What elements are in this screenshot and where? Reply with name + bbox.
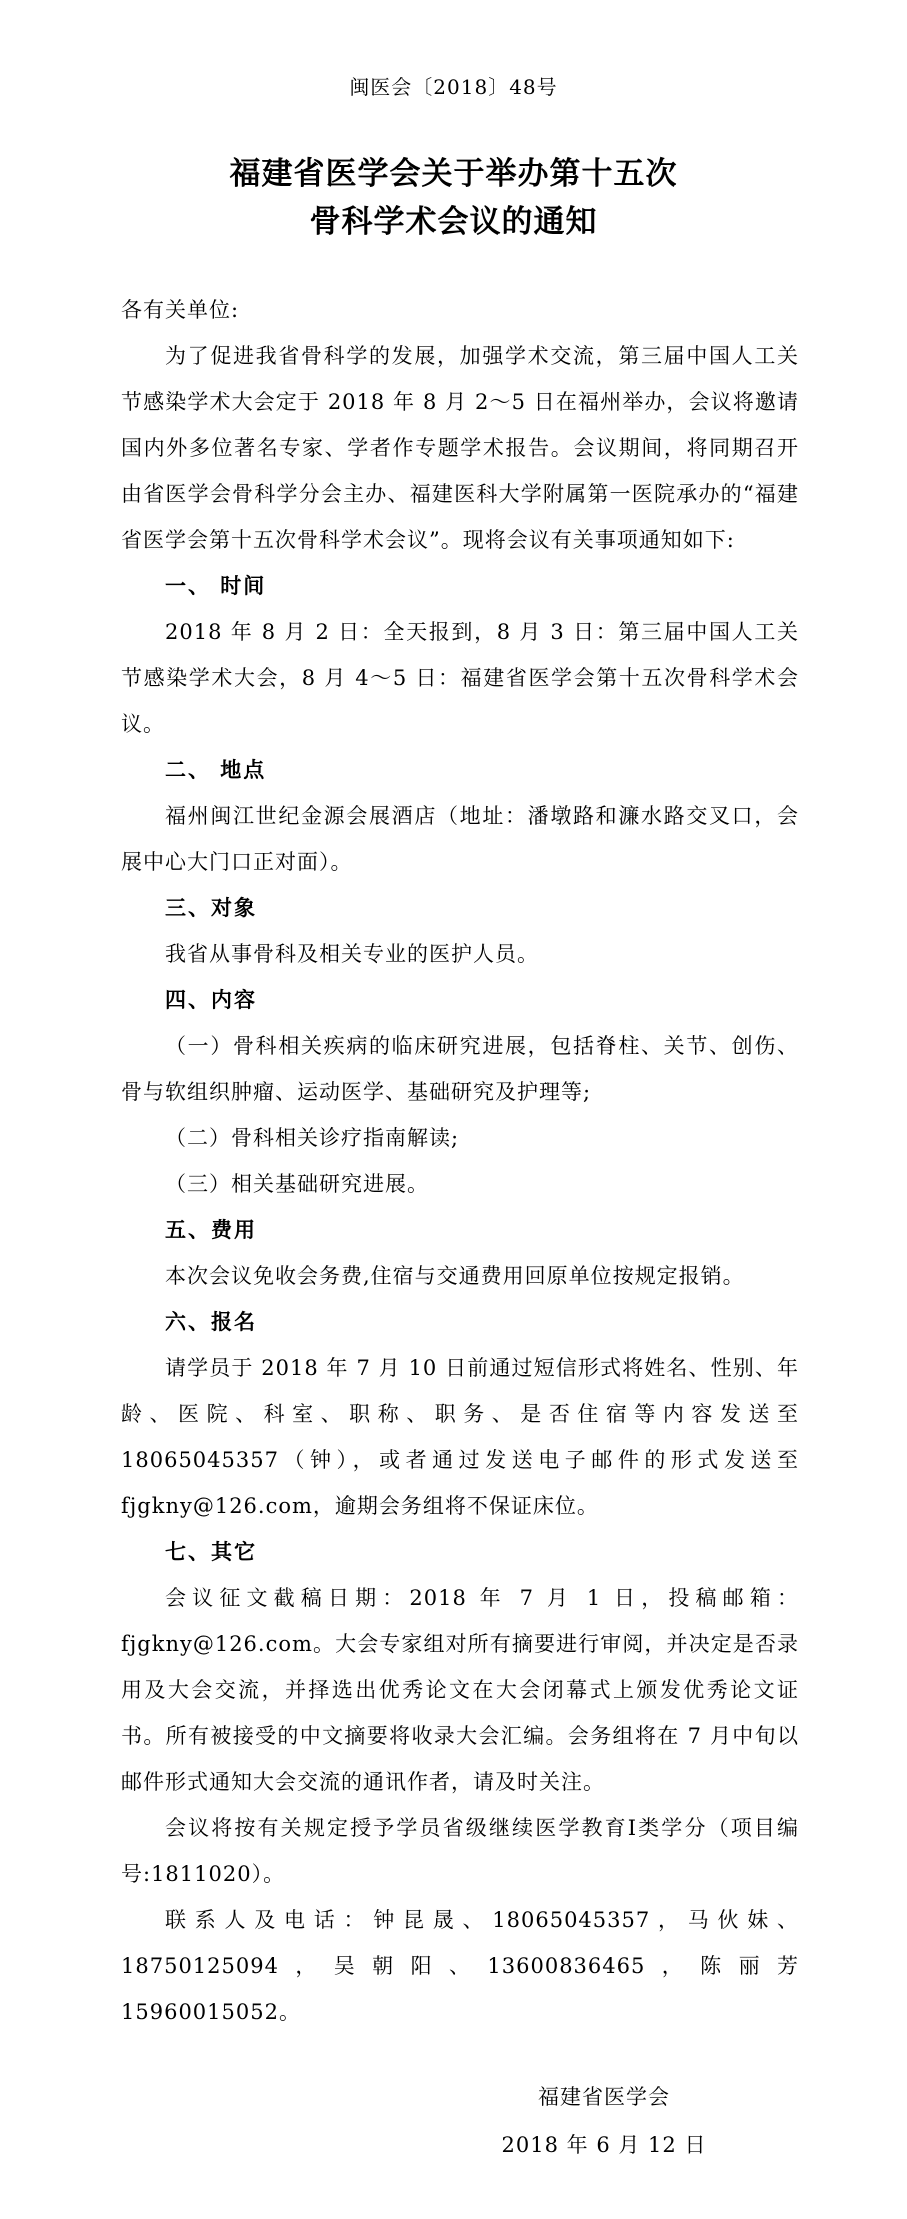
section-heading-fees: 五、费用 xyxy=(165,1218,257,1242)
audience-paragraph: 我省从事骨科及相关专业的医护人员。 xyxy=(165,942,539,966)
contacts-paragraph: 联系人及电话：钟昆晟、18065045357，马伙妹、18750125094，吴朝阳、13600836465，陈丽芳 15960015052。 xyxy=(121,1908,799,2024)
title-line-1: 福建省医学会关于举办第十五次 xyxy=(229,156,678,192)
signature-organization: 福建省医学会 xyxy=(538,2085,670,2109)
intro-paragraph: 为了促进我省骨科学的发展，加强学术交流，第三届中国人工关节感染学术大会定于 2018 年 8 月 2～5 日在福州举办，会议将邀请国内外多位著名专家、学者作专题学术报告。会议期间，将同期召开由省医学会骨科学分会主办、福建医科大学附属第一医院承办的“福建省医学会第十五次骨科学术会议”。现将会议有关事项通知如下: xyxy=(121,344,799,552)
location-paragraph: 福州闽江世纪金源会展酒店（地址：潘墩路和濂水路交叉口，会展中心大门口正对面）。 xyxy=(121,804,799,874)
document-body xyxy=(121,287,799,2035)
section-heading-other: 七、其它 xyxy=(165,1540,257,1564)
title-line-2: 骨科学术会议的通知 xyxy=(309,204,598,240)
section-heading-time: 一、 时间 xyxy=(165,574,267,598)
fees-paragraph: 本次会议免收会务费,住宿与交通费用回原单位按规定报销。 xyxy=(165,1264,745,1288)
credit-paragraph: 会议将按有关规定授予学员省级继续医学教育Ⅰ类学分（项目编号:1811020）。 xyxy=(121,1816,799,1886)
salutation: 各有关单位: xyxy=(121,298,240,322)
signature-date: 2018 年 6 月 12 日 xyxy=(501,2133,707,2157)
document-number: 闽医会〔2018〕48号 xyxy=(349,75,558,99)
section-heading-location: 二、 地点 xyxy=(165,758,267,782)
content-item-3: （三）相关基础研究进展。 xyxy=(165,1172,429,1196)
section-heading-content: 四、内容 xyxy=(165,988,257,1012)
content-item-2: （二）骨科相关诊疗指南解读; xyxy=(165,1126,460,1150)
document-title xyxy=(0,150,907,246)
section-heading-registration: 六、报名 xyxy=(165,1310,257,1334)
submission-paragraph: 会议征文截稿日期：2018 年 7 月 1 日，投稿邮箱：fjgkny@126.com。大会专家组对所有摘要进行审阅，并决定是否录用及大会交流，并择选出优秀论文在大会闭幕式上颁发优秀论文证书。所有被接受的中文摘要将收录大会汇编。会务组将在 7 月中旬以邮件形式通知大会交流的通讯作者，请及时关注。 xyxy=(121,1586,799,1794)
registration-paragraph: 请学员于 2018 年 7 月 10 日前通过短信形式将姓名、性别、年龄、医院、科室、职称、职务、是否住宿等内容发送至18065045357（钟），或者通过发送电子邮件的形式发送至fjgkny@126.com，逾期会务组将不保证床位。 xyxy=(121,1356,799,1518)
content-item-1: （一）骨科相关疾病的临床研究进展，包括脊柱、关节、创伤、骨与软组织肿瘤、运动医学、基础研究及护理等; xyxy=(121,1034,799,1104)
section-heading-audience: 三、对象 xyxy=(165,896,257,920)
time-paragraph: 2018 年 8 月 2 日：全天报到，8 月 3 日：第三届中国人工关节感染学术大会，8 月 4～5 日：福建省医学会第十五次骨科学术会议。 xyxy=(121,620,799,736)
